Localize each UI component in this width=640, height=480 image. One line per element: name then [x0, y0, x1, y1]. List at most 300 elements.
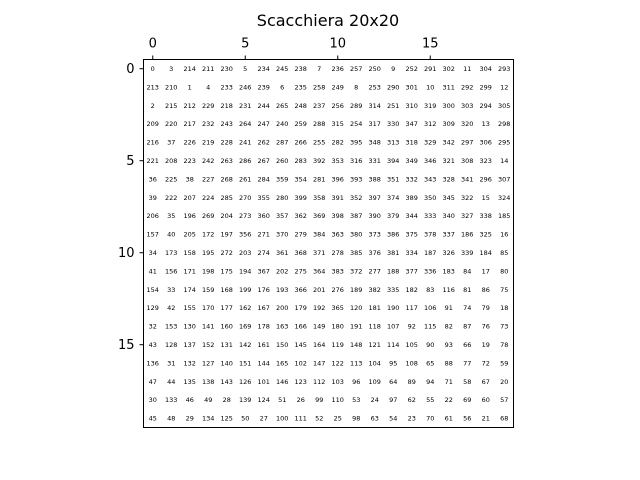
cell-value: 204 — [220, 212, 233, 221]
cell-value: 190 — [387, 304, 400, 313]
cell-value: 36 — [148, 175, 157, 184]
cell-value: 347 — [405, 120, 418, 129]
cell-value: 338 — [479, 212, 492, 221]
cell-value: 175 — [220, 267, 233, 276]
cell-value: 58 — [463, 377, 472, 386]
cell-value: 52 — [315, 414, 324, 423]
cell-value: 94 — [426, 377, 435, 386]
cell-value: 357 — [276, 212, 289, 221]
cell-value: 311 — [442, 83, 455, 92]
cell-value: 365 — [331, 304, 344, 313]
cell-value: 229 — [202, 101, 215, 110]
cell-value: 249 — [331, 83, 344, 92]
cell-value: 231 — [239, 101, 252, 110]
cell-value: 197 — [220, 230, 233, 239]
cell-value: 77 — [463, 359, 472, 368]
cell-value: 8 — [354, 83, 359, 92]
cell-value: 144 — [257, 359, 270, 368]
cell-value: 26 — [296, 396, 305, 405]
cell-value: 136 — [146, 359, 159, 368]
cell-value: 127 — [202, 359, 215, 368]
cell-value: 257 — [350, 65, 363, 73]
cell-value: 272 — [220, 249, 233, 257]
cell-value: 290 — [387, 83, 400, 92]
cell-value: 271 — [257, 230, 270, 239]
cell-value: 143 — [220, 377, 233, 386]
cell-value: 375 — [405, 230, 418, 239]
y-tick-label: 15 — [117, 338, 135, 354]
cell-value: 188 — [387, 267, 400, 276]
cell-value: 72 — [481, 359, 490, 368]
cell-value: 132 — [183, 359, 196, 368]
cell-value: 20 — [500, 377, 509, 386]
cell-value: 380 — [350, 230, 363, 239]
cell-value: 376 — [368, 249, 381, 257]
cell-value: 110 — [331, 396, 344, 405]
cell-value: 334 — [405, 249, 418, 257]
cell-value: 291 — [424, 65, 437, 73]
cell-value: 82 — [444, 322, 453, 331]
cell-value: 124 — [257, 396, 270, 405]
cell-value: 50 — [241, 414, 250, 423]
cell-value: 329 — [424, 138, 437, 147]
cell-value: 360 — [257, 212, 270, 221]
cell-value: 273 — [239, 212, 252, 221]
cell-value: 150 — [276, 341, 289, 349]
cell-value: 192 — [313, 304, 326, 313]
cell-value: 222 — [165, 193, 178, 202]
cell-value: 155 — [183, 304, 196, 313]
cell-value: 15 — [481, 193, 490, 202]
cell-value: 184 — [479, 249, 492, 257]
cell-value: 146 — [276, 377, 289, 386]
cell-value: 27 — [259, 414, 268, 423]
cell-value: 247 — [257, 120, 270, 129]
cell-value: 336 — [424, 267, 437, 276]
cell-value: 223 — [183, 157, 196, 165]
cell-value: 118 — [368, 322, 381, 331]
cell-value: 133 — [165, 396, 178, 405]
cell-value: 227 — [202, 175, 215, 184]
cell-value: 356 — [239, 230, 252, 239]
cell-value: 45 — [148, 414, 157, 423]
cell-value: 369 — [313, 212, 326, 221]
cell-value: 81 — [463, 285, 472, 294]
cell-value: 177 — [220, 304, 233, 313]
cell-value: 387 — [350, 212, 363, 221]
cell-value: 170 — [202, 304, 215, 313]
cell-value: 2 — [150, 101, 155, 110]
cell-value: 210 — [165, 83, 178, 92]
cell-value: 73 — [500, 322, 509, 331]
cell-value: 185 — [498, 212, 511, 221]
cell-value: 241 — [239, 138, 252, 147]
cell-value: 189 — [350, 285, 363, 294]
cell-value: 61 — [444, 414, 453, 423]
cell-value: 41 — [148, 267, 157, 276]
cell-value: 324 — [498, 193, 511, 202]
cell-value: 63 — [370, 414, 379, 423]
cell-value: 398 — [331, 212, 344, 221]
cell-value: 225 — [165, 175, 178, 184]
cell-value: 293 — [498, 65, 511, 73]
cell-value: 371 — [313, 249, 326, 257]
cell-value: 281 — [313, 175, 326, 184]
cell-value: 86 — [481, 285, 490, 294]
cell-grid — [147, 65, 511, 423]
cell-value: 368 — [294, 249, 307, 257]
cell-value: 396 — [331, 175, 344, 184]
cell-value: 196 — [183, 212, 196, 221]
cell-value: 299 — [479, 83, 492, 92]
cell-value: 108 — [405, 359, 418, 368]
cell-value: 174 — [183, 285, 196, 294]
cell-value: 83 — [426, 285, 435, 294]
cell-value: 7 — [317, 65, 322, 73]
cell-value: 193 — [276, 285, 289, 294]
cell-value: 308 — [461, 157, 474, 165]
cell-value: 289 — [350, 101, 363, 110]
cell-value: 183 — [442, 267, 455, 276]
cell-value: 157 — [146, 230, 159, 239]
cell-value: 325 — [479, 230, 492, 239]
cell-value: 48 — [167, 414, 176, 423]
cell-value: 284 — [257, 175, 270, 184]
cell-value: 212 — [183, 101, 196, 110]
cell-value: 40 — [167, 230, 176, 239]
cell-value: 62 — [407, 396, 416, 405]
cell-value: 279 — [294, 230, 307, 239]
cell-value: 391 — [331, 193, 344, 202]
cell-value: 275 — [294, 267, 307, 276]
cell-value: 320 — [461, 120, 474, 129]
cell-value: 87 — [463, 322, 472, 331]
cell-value: 25 — [333, 414, 342, 423]
cell-value: 200 — [276, 304, 289, 313]
cell-value: 305 — [498, 101, 511, 110]
cell-value: 283 — [294, 157, 307, 165]
cell-value: 104 — [368, 359, 381, 368]
y-tick-label: 10 — [117, 246, 135, 262]
cell-value: 147 — [313, 359, 326, 368]
cell-value: 383 — [331, 267, 344, 276]
cell-value: 3 — [169, 65, 174, 73]
cell-value: 17 — [481, 267, 490, 276]
cell-value: 9 — [391, 65, 396, 73]
cell-value: 298 — [498, 120, 511, 129]
y-tick-label: 5 — [126, 154, 135, 170]
cell-value: 381 — [387, 249, 400, 257]
cell-value: 29 — [185, 414, 194, 423]
x-tick-label: 0 — [148, 36, 157, 52]
cell-value: 59 — [500, 359, 509, 368]
cell-value: 139 — [239, 396, 252, 405]
cell-value: 112 — [313, 377, 326, 386]
cell-value: 163 — [276, 322, 289, 331]
cell-value: 130 — [183, 322, 196, 331]
cell-value: 358 — [313, 193, 326, 202]
cell-value: 399 — [294, 193, 307, 202]
cell-value: 65 — [426, 359, 435, 368]
cell-value: 100 — [276, 414, 289, 423]
cell-value: 340 — [442, 212, 455, 221]
cell-value: 135 — [183, 377, 196, 386]
cell-value: 55 — [426, 396, 435, 405]
cell-value: 137 — [183, 341, 196, 349]
cell-value: 337 — [442, 230, 455, 239]
cell-value: 16 — [500, 230, 509, 239]
cell-value: 123 — [294, 377, 307, 386]
cell-value: 339 — [461, 249, 474, 257]
cell-value: 4 — [206, 83, 211, 92]
cell-value: 169 — [239, 322, 252, 331]
cell-value: 109 — [368, 377, 381, 386]
cell-value: 304 — [479, 65, 492, 73]
cell-value: 172 — [202, 230, 215, 239]
cell-value: 265 — [276, 101, 289, 110]
cell-value: 76 — [481, 322, 490, 331]
cell-value: 24 — [370, 396, 379, 405]
cell-value: 274 — [257, 249, 270, 257]
cell-value: 242 — [202, 157, 215, 165]
cell-value: 187 — [424, 249, 437, 257]
cell-value: 98 — [352, 414, 361, 423]
cell-value: 161 — [257, 341, 270, 349]
x-tick-label: 15 — [421, 36, 439, 52]
cell-value: 34 — [148, 249, 157, 257]
cell-value: 153 — [165, 322, 178, 331]
cell-value: 330 — [387, 120, 400, 129]
cell-value: 373 — [368, 230, 381, 239]
cell-value: 116 — [442, 285, 455, 294]
cell-value: 66 — [463, 341, 472, 349]
cell-value: 277 — [368, 267, 381, 276]
cell-value: 254 — [350, 120, 363, 129]
cell-value: 181 — [368, 304, 381, 313]
cell-value: 199 — [239, 285, 252, 294]
cell-value: 303 — [461, 101, 474, 110]
cell-value: 286 — [239, 157, 252, 165]
cell-value: 300 — [442, 101, 455, 110]
cell-value: 162 — [239, 304, 252, 313]
cell-value: 228 — [220, 138, 233, 147]
cell-value: 160 — [220, 322, 233, 331]
cell-value: 350 — [424, 193, 437, 202]
cell-value: 349 — [405, 157, 418, 165]
cell-value: 57 — [500, 396, 509, 405]
cell-value: 206 — [146, 212, 159, 221]
cell-value: 18 — [500, 304, 509, 313]
cell-value: 268 — [220, 175, 233, 184]
cell-value: 395 — [350, 138, 363, 147]
cell-value: 21 — [481, 414, 490, 423]
cell-value: 318 — [405, 138, 418, 147]
cell-value: 214 — [183, 65, 196, 73]
cell-value: 33 — [167, 285, 176, 294]
cell-value: 126 — [239, 377, 252, 386]
cell-value: 42 — [167, 304, 176, 313]
cell-value: 256 — [331, 101, 344, 110]
cell-value: 47 — [148, 377, 157, 386]
chart-title: Scacchiera 20x20 — [256, 11, 400, 30]
cell-value: 327 — [461, 212, 474, 221]
cell-value: 378 — [424, 230, 437, 239]
cell-value: 317 — [368, 120, 381, 129]
cell-value: 321 — [442, 157, 455, 165]
cell-value: 310 — [405, 101, 418, 110]
cell-value: 211 — [202, 65, 215, 73]
cell-value: 253 — [368, 83, 381, 92]
cell-value: 113 — [350, 359, 363, 368]
cell-value: 367 — [257, 267, 270, 276]
cell-value: 235 — [294, 83, 307, 92]
cell-value: 201 — [313, 285, 326, 294]
cell-value: 85 — [500, 249, 509, 257]
cell-value: 95 — [389, 359, 398, 368]
cell-value: 6 — [280, 83, 285, 92]
cell-value: 379 — [387, 212, 400, 221]
cell-value: 232 — [202, 120, 215, 129]
cell-value: 195 — [202, 249, 215, 257]
cell-value: 331 — [368, 157, 381, 165]
cell-value: 122 — [331, 359, 344, 368]
cell-value: 140 — [220, 359, 233, 368]
cell-value: 287 — [276, 138, 289, 147]
cell-value: 237 — [313, 101, 326, 110]
cell-value: 125 — [220, 414, 233, 423]
cell-value: 250 — [368, 65, 381, 73]
cell-value: 352 — [350, 193, 363, 202]
cell-value: 248 — [294, 101, 307, 110]
cell-value: 264 — [239, 120, 252, 129]
cell-value: 344 — [405, 212, 418, 221]
cell-value: 156 — [165, 267, 178, 276]
cell-value: 69 — [463, 396, 472, 405]
cell-value: 306 — [479, 138, 492, 147]
cell-value: 297 — [461, 138, 474, 147]
cell-value: 263 — [220, 157, 233, 165]
cell-value: 99 — [315, 396, 324, 405]
cell-value: 220 — [165, 120, 178, 129]
cell-value: 354 — [294, 175, 307, 184]
cell-value: 341 — [461, 175, 474, 184]
cell-value: 269 — [202, 212, 215, 221]
cell-value: 307 — [498, 175, 511, 184]
cell-value: 309 — [442, 120, 455, 129]
cell-value: 342 — [442, 138, 455, 147]
cell-value: 89 — [407, 377, 416, 386]
cell-value: 262 — [257, 138, 270, 147]
cell-value: 101 — [257, 377, 270, 386]
cell-value: 296 — [479, 175, 492, 184]
cell-value: 92 — [407, 322, 416, 331]
cell-value: 261 — [239, 175, 252, 184]
cell-value: 390 — [368, 212, 381, 221]
cell-value: 148 — [350, 341, 363, 349]
cell-value: 96 — [352, 377, 361, 386]
cell-value: 335 — [387, 285, 400, 294]
cell-value: 79 — [481, 304, 490, 313]
cell-value: 389 — [405, 193, 418, 202]
cell-value: 53 — [352, 396, 361, 405]
cell-value: 333 — [424, 212, 437, 221]
cell-value: 159 — [202, 285, 215, 294]
x-axis — [149, 37, 439, 60]
cell-value: 363 — [331, 230, 344, 239]
cell-value: 151 — [239, 359, 252, 368]
cell-value: 103 — [331, 377, 344, 386]
cell-value: 328 — [442, 175, 455, 184]
cell-value: 49 — [204, 396, 213, 405]
cell-value: 23 — [407, 414, 416, 423]
cell-value: 217 — [183, 120, 196, 129]
cell-value: 245 — [276, 65, 289, 73]
cell-value: 60 — [481, 396, 490, 405]
cell-value: 32 — [148, 322, 157, 331]
cell-value: 176 — [257, 285, 270, 294]
cell-value: 131 — [220, 341, 233, 349]
cell-value: 359 — [276, 175, 289, 184]
cell-value: 302 — [442, 65, 455, 73]
cell-value: 258 — [313, 83, 326, 92]
cell-value: 138 — [202, 377, 215, 386]
cell-value: 230 — [220, 65, 233, 73]
cell-value: 205 — [183, 230, 196, 239]
cell-value: 345 — [442, 193, 455, 202]
y-tick-label: 0 — [126, 62, 135, 78]
cell-value: 194 — [239, 267, 252, 276]
cell-value: 154 — [146, 285, 159, 294]
cell-value: 88 — [444, 359, 453, 368]
cell-value: 121 — [368, 341, 381, 349]
cell-value: 251 — [387, 101, 400, 110]
cell-value: 382 — [368, 285, 381, 294]
cell-value: 180 — [331, 322, 344, 331]
cell-value: 67 — [481, 377, 490, 386]
cell-value: 68 — [500, 414, 509, 423]
cell-value: 209 — [146, 120, 159, 129]
cell-value: 384 — [313, 230, 326, 239]
cell-value: 346 — [424, 157, 437, 165]
cell-value: 202 — [276, 267, 289, 276]
cell-value: 270 — [239, 193, 252, 202]
cell-value: 364 — [313, 267, 326, 276]
cell-value: 75 — [500, 285, 509, 294]
cell-value: 64 — [389, 377, 398, 386]
cell-value: 213 — [146, 83, 159, 92]
cell-value: 51 — [278, 396, 287, 405]
cell-value: 218 — [220, 101, 233, 110]
cell-value: 11 — [463, 65, 472, 73]
cell-value: 238 — [294, 65, 307, 73]
cell-value: 353 — [331, 157, 344, 165]
cell-value: 243 — [220, 120, 233, 129]
cell-value: 280 — [276, 193, 289, 202]
cell-value: 316 — [350, 157, 363, 165]
cell-value: 207 — [183, 193, 196, 202]
cell-value: 78 — [500, 341, 509, 349]
cell-value: 14 — [500, 157, 509, 165]
cell-value: 19 — [481, 341, 490, 349]
cell-value: 44 — [167, 377, 176, 386]
cell-value: 152 — [202, 341, 215, 349]
cell-value: 319 — [424, 101, 437, 110]
cell-value: 54 — [389, 414, 398, 423]
cell-value: 129 — [146, 304, 159, 313]
cell-value: 226 — [183, 138, 196, 147]
cell-value: 252 — [405, 65, 418, 73]
cell-value: 351 — [387, 175, 400, 184]
